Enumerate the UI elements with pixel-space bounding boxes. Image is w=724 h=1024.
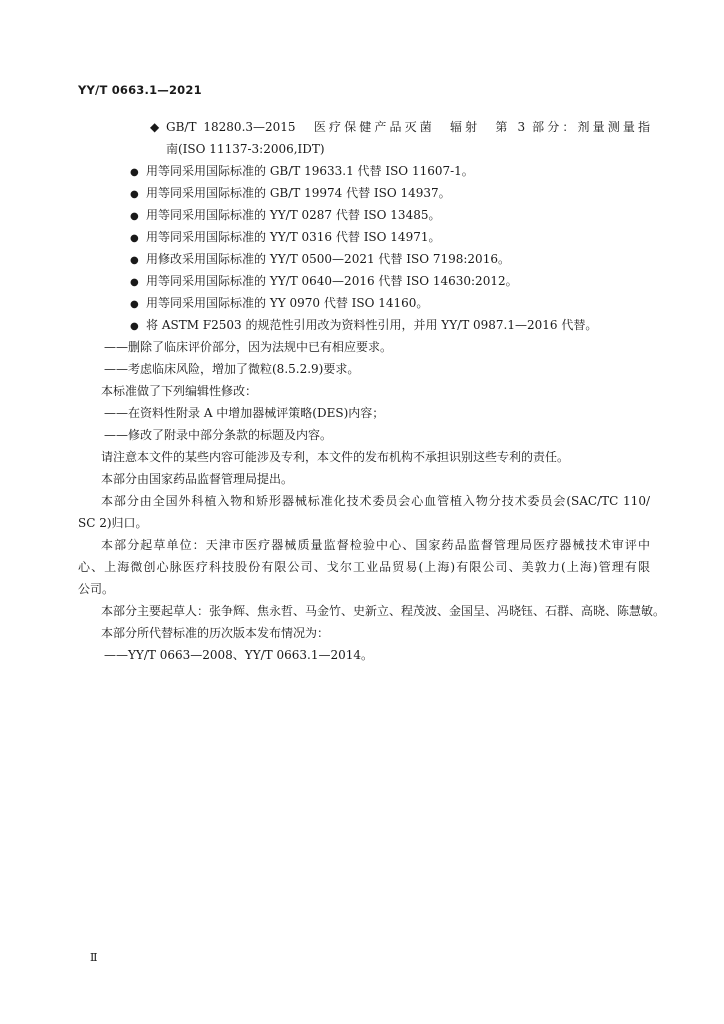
- list-item: ● 用等同采用国际标准的 YY/T 0287 代替 ISO 13485。: [78, 204, 650, 226]
- bullet-dot-icon: ●: [130, 255, 139, 266]
- dash-item: ——在资料性附录 A 中增加器械评策略(DES)内容；: [104, 406, 385, 420]
- bullet-dot-icon: ●: [130, 233, 139, 244]
- centralized-by-line2: SC 2)归口。: [78, 516, 148, 530]
- diamond-bullet-item: [78, 116, 650, 138]
- page-number: Ⅱ: [90, 951, 97, 964]
- dash-item: ——删除了临床评价部分，因为法规中已有相应要求。: [104, 340, 393, 354]
- centralized-by-line1: 本部分由全国外科植入物和矫形器械标准化技术委员会心血管植入物分技术委员会(SAC/TC 110/: [101, 494, 650, 508]
- list-item: ● 用等同采用国际标准的 YY 0970 代替 ISO 14160。: [78, 292, 650, 314]
- diamond-bullet-text-line2: 南(ISO 11137-3:2006,IDT): [166, 142, 325, 156]
- drafting-units-line2: 心、上海微创心脉医疗科技股份有限公司、戈尔工业品贸易(上海)有限公司、美敦力(上海)管理有限: [78, 560, 650, 574]
- list-item: ● 用修改采用国际标准的 YY/T 0500—2021 代替 ISO 7198:2016。: [78, 248, 650, 270]
- document-body: [78, 116, 666, 666]
- bullet-dot-icon: ●: [130, 167, 139, 178]
- proposed-by-paragraph: 本部分由国家药品监督管理局提出。: [101, 472, 294, 486]
- drafting-units-line1: 本部分起草单位：天津市医疗器械质量监督检验中心、国家药品监督管理局医疗器械技术审评中: [101, 538, 650, 552]
- bullet-dot-icon: ●: [130, 211, 139, 222]
- dash-item: ——修改了附录中部分条款的标题及内容。: [104, 428, 333, 442]
- list-item: ● 用等同采用国际标准的 YY/T 0316 代替 ISO 14971。: [78, 226, 650, 248]
- drafting-units-line3: 公司。: [78, 582, 115, 596]
- list-item: ● 用等同采用国际标准的 GB/T 19974 代替 ISO 14937。: [78, 182, 650, 204]
- drafters-paragraph: 本部分主要起草人：张争辉、焦永哲、马金竹、史新立、程茂波、金国呈、冯晓钰、石群、高晓、陈慧敏。: [101, 604, 666, 618]
- bullet-dot-icon: ●: [130, 321, 139, 332]
- list-item: ● 用等同采用国际标准的 YY/T 0640—2016 代替 ISO 14630:2012。: [78, 270, 650, 292]
- history-intro: 本部分所代替标准的历次版本发布情况为：: [101, 626, 330, 640]
- patent-notice: 请注意本文件的某些内容可能涉及专利，本文件的发布机构不承担识别这些专利的责任。: [101, 450, 570, 464]
- diamond-bullet-icon: ◆: [150, 120, 160, 134]
- bullet-dot-icon: ●: [130, 189, 139, 200]
- history-item: ——YY/T 0663—2008、YY/T 0663.1—2014。: [104, 648, 374, 662]
- dash-item: ——考虑临床风险，增加了微粒(8.5.2.9)要求。: [104, 362, 360, 376]
- list-item: ● 将 ASTM F2503 的规范性引用改为资料性引用，并用 YY/T 0987.1—2016 代替。: [78, 314, 650, 336]
- standard-number-header: YY/T 0663.1—2021: [78, 83, 202, 97]
- list-item: ● 用等同采用国际标准的 GB/T 19633.1 代替 ISO 11607-1。: [78, 160, 650, 182]
- editorial-intro: 本标准做了下列编辑性修改：: [101, 384, 258, 398]
- diamond-bullet-text-line1: GB/T 18280.3—2015 医疗保健产品灭菌 辐射 第 3 部分：剂量测量指: [166, 120, 650, 134]
- bullet-dot-icon: ●: [130, 299, 139, 310]
- diamond-bullet-item-continuation: [78, 138, 650, 160]
- bullet-dot-icon: ●: [130, 277, 139, 288]
